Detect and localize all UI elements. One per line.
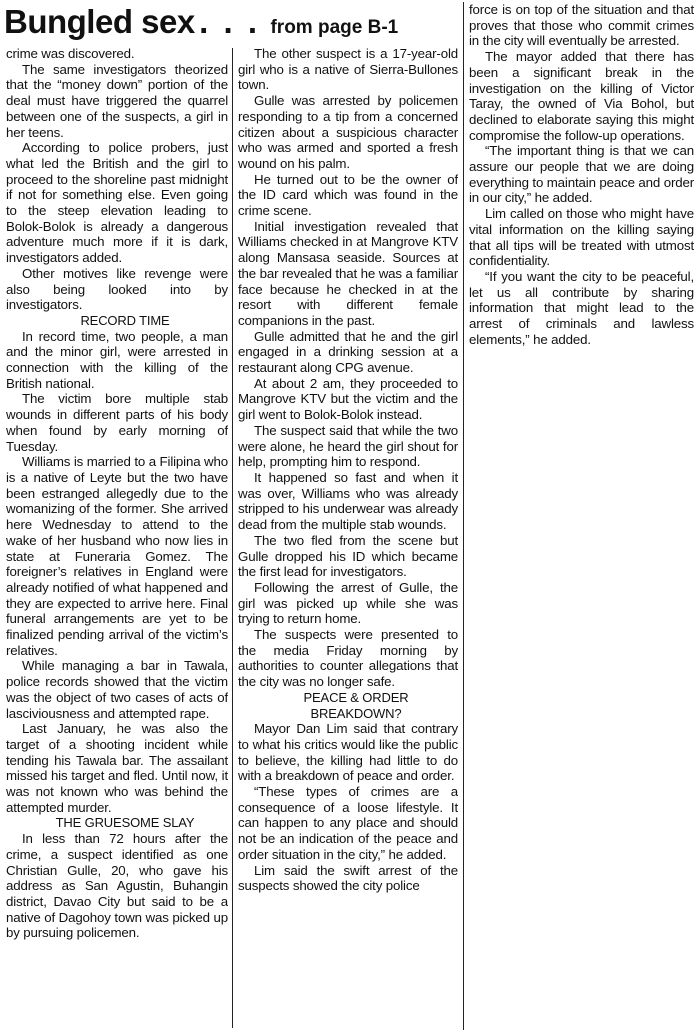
paragraph: “These types of crimes are a consequence of a loose lifestyle. It can happen to any place and should not be an indication of the peace and order situation in the city,” he added.: [238, 784, 458, 862]
subheading: RECORD TIME: [80, 312, 170, 328]
subheading: THE GRUESOME SLAY: [55, 815, 195, 831]
paragraph: “If you want the city to be peaceful, let us all contribute by sharing information that might lead to the arrest of criminals and lawless elements,” he added.: [469, 268, 694, 347]
headline-dots: . . .: [199, 3, 261, 40]
article-column-3: [469, 2, 694, 422]
paragraph: The two fled from the scene but Gulle dropped his ID which became the first lead for investigators.: [238, 532, 458, 580]
paragraph: Williams is married to a Filipina who is a native of Leyte but the two have been estranged allegedly due to the womanizing of the former. She arrived here Wednesday to attend to the wake of her husband who now lies in state at Funeraria Gomez. The foreigner’s relatives in England were already notified of what happened and they are expected to arrive here. Final funeral arrangements are yet to be finalized pending arrival of the victim’s relatives.: [6, 454, 228, 658]
headline: [4, 0, 398, 44]
subheading: PEACE & ORDER: [303, 689, 409, 705]
headline-jump-reference: from page B-1: [270, 17, 399, 38]
paragraph: The suspects were presented to the media Friday morning by authorities to counter allegations that the city was no longer safe.: [238, 627, 458, 690]
column-divider-1: [232, 48, 233, 1028]
paragraph: “The important thing is that we can assure our people that we are doing everything to maintain peace and order in our city,” he added.: [469, 143, 694, 206]
paragraph: Gulle was arrested by policemen responding to a tip from a concerned citizen about a suspicious character who was armed and sported a fresh wound on his palm.: [238, 93, 458, 171]
paragraph: Last January, he was also the target of a shooting incident while tending his Tawala bar. The assailant missed his target and fled. Until now, it was not known who was behind the attempted murder.: [6, 721, 228, 815]
paragraph: The same investigators theorized that the “money down” portion of the deal must have triggered the quarrel between one of the suspects, a girl in her teens.: [6, 61, 228, 140]
paragraph: In less than 72 hours after the crime, a suspect identified as one Christian Gulle, 20, who gave his address as San Agustin, Buhangin district, Davao City but said to be a native of Dagohoy town was picked up by pursuing policemen.: [6, 831, 228, 941]
paragraph: crime was discovered.: [6, 46, 135, 61]
paragraph: At about 2 am, they proceeded to Mangrove KTV but the victim and the girl went to Bolok-Bolok instead.: [238, 375, 458, 423]
paragraph: force is on top of the situation and that proves that those who commit crimes in the city will eventually be arrested.: [469, 2, 694, 49]
paragraph: Mayor Dan Lim said that contrary to what his critics would like the public to believe, the killing had little to do with a breakdown of peace and order.: [238, 721, 458, 784]
paragraph: He turned out to be the owner of the ID card which was found in the crime scene.: [238, 171, 458, 219]
article-column-2: [238, 46, 458, 1030]
headline-title: Bungled sex: [4, 3, 195, 40]
paragraph: The mayor added that there has been a significant break in the investigation on the killing of Victor Taray, the owned of Via Bohol, but declined to elaborate saying this might compromise the follow-up operations.: [469, 49, 694, 143]
paragraph: It happened so fast and when it was over, Williams who was already stripped to his underwear was already dead from the multiple stab wounds.: [238, 469, 458, 533]
paragraph: The victim bore multiple stab wounds in different parts of his body when found by early morning of Tuesday.: [6, 391, 228, 454]
subheading: BREAKDOWN?: [310, 705, 402, 721]
paragraph: The suspect said that while the two were alone, he heard the girl shout for help, prompting him to respond.: [238, 422, 458, 470]
paragraph: In record time, two people, a man and the minor girl, were arrested in connection with the killing of the British national.: [6, 328, 228, 391]
paragraph: Lim called on those who might have vital information on the killing saying that all tips will be treated with utmost confidentiality.: [469, 206, 694, 269]
paragraph: While managing a bar in Tawala, police records showed that the victim was the object of two cases of acts of lasciviousness and attempted rape.: [6, 658, 228, 721]
paragraph: Following the arrest of Gulle, the girl was picked up while she was trying to return home.: [238, 579, 458, 627]
paragraph: Lim said the swift arrest of the suspects showed the city police: [238, 862, 458, 894]
paragraph: According to police probers, just what led the British and the girl to proceed to the shoreline past midnight if not for something else. Even going to the steep elevation leading to Bolok-Bolok is already a dangerous adventure much more if it is dark, investigators added.: [6, 140, 228, 266]
article-column-1: [6, 46, 228, 1030]
paragraph: Other motives like revenge were also being looked into by investigators.: [6, 265, 228, 313]
column-divider-2: [463, 2, 464, 1030]
paragraph: Initial investigation revealed that Williams checked in at Mangrove KTV along Mansasa seaside. Sources at the bar revealed that he was a familiar face because he checked in at the resort with different female companions in the past.: [238, 218, 458, 328]
paragraph: The other suspect is a 17-year-old girl who is a native of Sierra-Bullones town.: [238, 46, 458, 93]
paragraph: Gulle admitted that he and the girl engaged in a drinking session at a restaurant along CPG avenue.: [238, 328, 458, 376]
